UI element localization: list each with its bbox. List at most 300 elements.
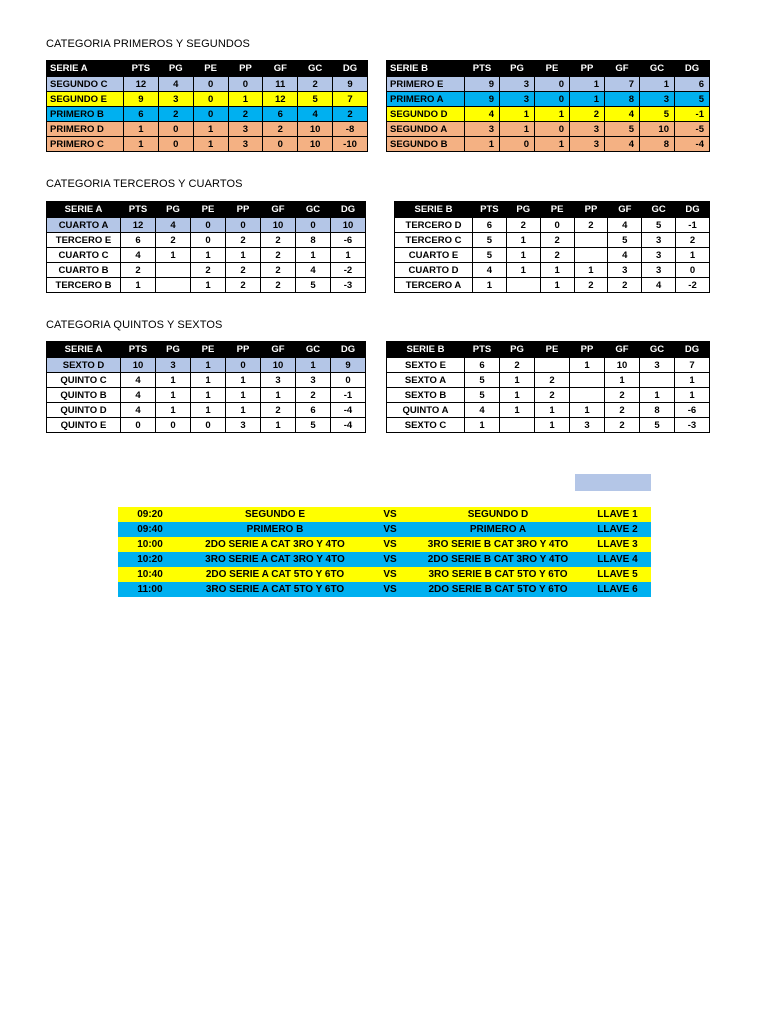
team-name: SEXTO D xyxy=(47,358,121,373)
column-header-dg: DG xyxy=(333,61,368,77)
stat-pg: 1 xyxy=(506,233,540,248)
column-header-pe: PE xyxy=(540,202,574,218)
stat-pe: 1 xyxy=(191,248,226,263)
stat-gf: 2 xyxy=(605,403,640,418)
stat-gc: 5 xyxy=(640,107,675,122)
column-header-pts: PTS xyxy=(121,202,156,218)
stat-pp: 1 xyxy=(570,92,605,107)
stat-gc: 2 xyxy=(296,388,331,403)
stat-pg: 2 xyxy=(156,233,191,248)
stat-gf: 1 xyxy=(261,418,296,433)
stat-pe: 1 xyxy=(191,403,226,418)
home-team: PRIMERO B xyxy=(246,524,304,535)
table-row xyxy=(47,77,368,92)
stat-gf: 10 xyxy=(261,218,296,233)
stat-pts: 4 xyxy=(121,248,156,263)
stat-pts: 5 xyxy=(473,233,507,248)
match-time: 09:40 xyxy=(137,524,163,535)
stat-dg: 2 xyxy=(676,233,710,248)
table-row xyxy=(395,218,710,233)
column-header-serie: SERIE A xyxy=(47,342,121,358)
stat-pp: 2 xyxy=(570,107,605,122)
stat-pg: 0 xyxy=(158,137,193,152)
stat-pe: 2 xyxy=(540,233,574,248)
stat-gf: 2 xyxy=(261,278,296,293)
stat-gc: 8 xyxy=(640,403,675,418)
column-header-gc: GC xyxy=(296,202,331,218)
stat-gc: 3 xyxy=(640,358,675,373)
column-header-dg: DG xyxy=(331,342,366,358)
table-row xyxy=(387,107,710,122)
stat-pg: 4 xyxy=(158,77,193,92)
stat-dg: -1 xyxy=(676,218,710,233)
stat-gc: 5 xyxy=(296,418,331,433)
team-name: QUINTO A xyxy=(387,403,465,418)
team-name: CUARTO A xyxy=(47,218,121,233)
team-name: SEXTO E xyxy=(387,358,465,373)
stat-pts: 4 xyxy=(473,263,507,278)
table-row xyxy=(47,122,368,137)
stat-dg: 9 xyxy=(331,358,366,373)
stat-gf: 2 xyxy=(608,278,642,293)
versus-label: VS xyxy=(383,584,397,595)
column-header-gf: GF xyxy=(261,342,296,358)
table-row xyxy=(47,107,368,122)
stat-gc xyxy=(640,373,675,388)
stat-gf: 11 xyxy=(263,77,298,92)
table-row xyxy=(395,263,710,278)
stat-dg: -4 xyxy=(675,137,710,152)
stat-pts: 6 xyxy=(465,358,500,373)
standings-table-terceros-serie-b xyxy=(394,201,710,293)
stat-pe: 0 xyxy=(535,77,570,92)
column-header-pg: PG xyxy=(506,202,540,218)
stat-pts: 1 xyxy=(124,137,159,152)
stat-pts: 5 xyxy=(473,248,507,263)
column-header-serie: SERIE A xyxy=(47,61,124,77)
stat-pts: 1 xyxy=(465,418,500,433)
match-time: 11:00 xyxy=(137,584,163,595)
stat-gf: 2 xyxy=(261,248,296,263)
stat-gc: 5 xyxy=(296,278,331,293)
schedule-row xyxy=(118,522,651,537)
stat-pg: 1 xyxy=(506,263,540,278)
stat-dg: 1 xyxy=(675,373,710,388)
home-team: 3RO SERIE A CAT 3RO Y 4TO xyxy=(205,554,345,565)
stat-pts: 6 xyxy=(473,218,507,233)
stat-pe: 0 xyxy=(193,92,228,107)
table-row xyxy=(47,358,366,373)
column-header-pg: PG xyxy=(500,342,535,358)
stat-pg: 3 xyxy=(158,92,193,107)
team-name: TERCERO E xyxy=(47,233,121,248)
table-row xyxy=(387,77,710,92)
team-name: QUINTO C xyxy=(47,373,121,388)
stat-pp xyxy=(574,248,608,263)
stat-pe: 0 xyxy=(191,233,226,248)
stat-pp: 3 xyxy=(570,122,605,137)
stat-pp: 3 xyxy=(570,418,605,433)
team-name: QUINTO B xyxy=(47,388,121,403)
stat-gc: 5 xyxy=(642,218,676,233)
stat-pg: 2 xyxy=(158,107,193,122)
stat-dg: 7 xyxy=(675,358,710,373)
stat-gc: 1 xyxy=(640,77,675,92)
stat-gc: 4 xyxy=(642,278,676,293)
away-team: PRIMERO A xyxy=(469,524,527,535)
stat-pe: 1 xyxy=(193,137,228,152)
stat-pts: 3 xyxy=(465,122,500,137)
versus-label: VS xyxy=(383,569,397,580)
team-name: PRIMERO C xyxy=(47,137,124,152)
team-name: CUARTO C xyxy=(47,248,121,263)
stat-gf: 2 xyxy=(605,388,640,403)
column-header-serie: SERIE B xyxy=(387,61,465,77)
stat-pe: 1 xyxy=(535,418,570,433)
stat-pe: 1 xyxy=(191,358,226,373)
stat-dg: -2 xyxy=(331,263,366,278)
stat-gf: 4 xyxy=(605,107,640,122)
column-header-dg: DG xyxy=(675,61,710,77)
column-header-gf: GF xyxy=(608,202,642,218)
stat-dg: -4 xyxy=(331,418,366,433)
stat-pp: 0 xyxy=(226,218,261,233)
column-header-gf: GF xyxy=(605,61,640,77)
stat-gf: 12 xyxy=(263,92,298,107)
standings-table-quintos-serie-b xyxy=(386,341,710,433)
table-row xyxy=(387,373,710,388)
stat-pp: 2 xyxy=(226,263,261,278)
table-row xyxy=(47,388,366,403)
stat-gc: 4 xyxy=(296,263,331,278)
bracket-key: LLAVE 6 xyxy=(597,584,638,595)
stat-pts: 9 xyxy=(465,77,500,92)
column-header-dg: DG xyxy=(675,342,710,358)
team-name: PRIMERO A xyxy=(387,92,465,107)
table-row xyxy=(47,233,366,248)
stat-gf: 4 xyxy=(608,248,642,263)
stat-pg: 2 xyxy=(500,358,535,373)
column-header-pe: PE xyxy=(191,342,226,358)
column-header-gf: GF xyxy=(261,202,296,218)
column-header-pe: PE xyxy=(191,202,226,218)
stat-dg: -5 xyxy=(675,122,710,137)
column-header-pg: PG xyxy=(156,342,191,358)
stat-pg: 4 xyxy=(156,218,191,233)
bracket-key: LLAVE 4 xyxy=(597,554,638,565)
stat-pg xyxy=(500,418,535,433)
stat-pp: 2 xyxy=(228,107,263,122)
stat-pg: 1 xyxy=(156,373,191,388)
stat-dg: -1 xyxy=(331,388,366,403)
stat-pe: 1 xyxy=(191,373,226,388)
stat-pp: 0 xyxy=(228,77,263,92)
team-name: PRIMERO D xyxy=(47,122,124,137)
stat-pe: 1 xyxy=(191,388,226,403)
stat-pts: 9 xyxy=(124,92,159,107)
schedule-row xyxy=(118,537,651,552)
stat-dg: 7 xyxy=(333,92,368,107)
table-row xyxy=(387,358,710,373)
away-team: 2DO SERIE B CAT 5TO Y 6TO xyxy=(428,584,568,595)
column-header-pp: PP xyxy=(226,202,261,218)
table-row xyxy=(387,137,710,152)
stat-gf: 3 xyxy=(261,373,296,388)
column-header-pts: PTS xyxy=(465,342,500,358)
stat-pe: 0 xyxy=(191,218,226,233)
stat-pg: 0 xyxy=(500,137,535,152)
stat-gf: 0 xyxy=(263,137,298,152)
stat-gc: 2 xyxy=(298,77,333,92)
team-name: TERCERO D xyxy=(395,218,473,233)
standings-table-primeros-serie-b xyxy=(386,60,710,152)
column-header-pp: PP xyxy=(570,61,605,77)
stat-pe: 2 xyxy=(191,263,226,278)
stat-pe xyxy=(535,358,570,373)
stat-gc: 3 xyxy=(642,233,676,248)
stat-pg: 1 xyxy=(500,373,535,388)
stat-pe: 1 xyxy=(193,122,228,137)
stat-pp: 3 xyxy=(228,122,263,137)
stat-pts: 12 xyxy=(124,77,159,92)
stat-pe: 0 xyxy=(193,77,228,92)
stat-gc: 8 xyxy=(640,137,675,152)
table-row xyxy=(47,248,366,263)
team-name: SEGUNDO E xyxy=(47,92,124,107)
column-header-dg: DG xyxy=(676,202,710,218)
stat-pe: 0 xyxy=(193,107,228,122)
stat-dg: 6 xyxy=(675,77,710,92)
column-header-gc: GC xyxy=(296,342,331,358)
stat-pe: 1 xyxy=(535,107,570,122)
stat-pts: 5 xyxy=(465,373,500,388)
stat-gc: 3 xyxy=(296,373,331,388)
match-schedule-table xyxy=(118,507,651,597)
match-time: 09:20 xyxy=(137,509,163,520)
table-row xyxy=(47,92,368,107)
home-team: 2DO SERIE A CAT 3RO Y 4TO xyxy=(205,539,345,550)
column-header-pts: PTS xyxy=(473,202,507,218)
column-header-pts: PTS xyxy=(465,61,500,77)
standings-table-quintos-serie-a xyxy=(46,341,366,433)
stat-gc: 1 xyxy=(296,358,331,373)
stat-pe: 1 xyxy=(191,278,226,293)
home-team: 3RO SERIE A CAT 5TO Y 6TO xyxy=(205,584,345,595)
table-row xyxy=(387,403,710,418)
stat-gf: 5 xyxy=(608,233,642,248)
stat-pts: 1 xyxy=(124,122,159,137)
column-header-pg: PG xyxy=(500,61,535,77)
stat-gf: 5 xyxy=(605,122,640,137)
stat-pts: 4 xyxy=(465,403,500,418)
table-row xyxy=(47,403,366,418)
match-time: 10:20 xyxy=(137,554,163,565)
stat-gf: 2 xyxy=(261,233,296,248)
bracket-key: LLAVE 5 xyxy=(597,569,638,580)
stat-pts: 4 xyxy=(121,373,156,388)
stat-pe: 0 xyxy=(535,92,570,107)
stat-pp: 3 xyxy=(570,137,605,152)
section-title-terceros-cuartos: CATEGORIA TERCEROS Y CUARTOS xyxy=(46,178,243,190)
stat-pe: 0 xyxy=(540,218,574,233)
stat-pts: 1 xyxy=(121,278,156,293)
stat-pg: 1 xyxy=(156,388,191,403)
match-time: 10:40 xyxy=(137,569,163,580)
team-name: PRIMERO B xyxy=(47,107,124,122)
stat-pp: 1 xyxy=(570,403,605,418)
table-row xyxy=(47,263,366,278)
team-name: SEGUNDO B xyxy=(387,137,465,152)
stat-pts: 4 xyxy=(465,107,500,122)
team-name: SEXTO C xyxy=(387,418,465,433)
table-row xyxy=(47,218,366,233)
stat-pp: 3 xyxy=(228,137,263,152)
stat-pp: 1 xyxy=(226,388,261,403)
stat-pp: 1 xyxy=(226,248,261,263)
stat-dg: -1 xyxy=(675,107,710,122)
away-team: 3RO SERIE B CAT 5TO Y 6TO xyxy=(428,569,568,580)
column-header-serie: SERIE A xyxy=(47,202,121,218)
column-header-pp: PP xyxy=(570,342,605,358)
schedule-row xyxy=(118,582,651,597)
team-name: QUINTO E xyxy=(47,418,121,433)
column-header-gc: GC xyxy=(640,61,675,77)
stat-gc: 8 xyxy=(296,233,331,248)
stat-dg: 0 xyxy=(676,263,710,278)
stat-dg: 1 xyxy=(331,248,366,263)
stat-pg: 1 xyxy=(500,388,535,403)
stat-gf: 2 xyxy=(263,122,298,137)
column-header-pts: PTS xyxy=(121,342,156,358)
column-header-gf: GF xyxy=(605,342,640,358)
column-header-pp: PP xyxy=(226,342,261,358)
stat-pe: 1 xyxy=(535,137,570,152)
stat-pe: 2 xyxy=(540,248,574,263)
team-name: SEGUNDO C xyxy=(47,77,124,92)
stat-pe: 1 xyxy=(535,403,570,418)
stat-pg xyxy=(506,278,540,293)
stat-dg: 1 xyxy=(676,248,710,263)
stat-gc: 0 xyxy=(296,218,331,233)
stat-gf: 2 xyxy=(261,263,296,278)
table-row xyxy=(387,388,710,403)
stat-gc: 6 xyxy=(296,403,331,418)
team-name: CUARTO E xyxy=(395,248,473,263)
table-row xyxy=(387,122,710,137)
stat-gf: 2 xyxy=(261,403,296,418)
stat-pe: 2 xyxy=(535,373,570,388)
stat-pp: 2 xyxy=(226,233,261,248)
stat-dg: 2 xyxy=(333,107,368,122)
section-title-quintos-sextos: CATEGORIA QUINTOS Y SEXTOS xyxy=(46,319,223,331)
stat-pts: 10 xyxy=(121,358,156,373)
stat-gf: 4 xyxy=(605,137,640,152)
team-name: SEXTO B xyxy=(387,388,465,403)
stat-gf: 1 xyxy=(261,388,296,403)
team-name: SEGUNDO A xyxy=(387,122,465,137)
stat-pts: 6 xyxy=(121,233,156,248)
bracket-key: LLAVE 3 xyxy=(597,539,638,550)
team-name: TERCERO C xyxy=(395,233,473,248)
stat-pe: 1 xyxy=(540,278,574,293)
team-name: PRIMERO E xyxy=(387,77,465,92)
stat-gc: 3 xyxy=(640,92,675,107)
team-name: CUARTO D xyxy=(395,263,473,278)
stat-pts: 6 xyxy=(124,107,159,122)
stat-pts: 4 xyxy=(121,403,156,418)
stat-pts: 1 xyxy=(473,278,507,293)
stat-gc: 3 xyxy=(642,248,676,263)
table-row xyxy=(47,373,366,388)
stat-pg: 1 xyxy=(500,403,535,418)
stat-pg: 3 xyxy=(500,77,535,92)
stat-pp: 2 xyxy=(574,278,608,293)
stat-gc: 5 xyxy=(640,418,675,433)
column-header-gc: GC xyxy=(640,342,675,358)
table-row xyxy=(387,92,710,107)
column-header-serie: SERIE B xyxy=(395,202,473,218)
stat-pts: 1 xyxy=(465,137,500,152)
stat-pg: 2 xyxy=(506,218,540,233)
stat-pg xyxy=(156,263,191,278)
table-row xyxy=(395,248,710,263)
table-row xyxy=(47,137,368,152)
stat-pg: 1 xyxy=(500,107,535,122)
stat-pp xyxy=(574,233,608,248)
stat-pts: 12 xyxy=(121,218,156,233)
stat-dg: -8 xyxy=(333,122,368,137)
stat-dg: -6 xyxy=(331,233,366,248)
stat-gf: 10 xyxy=(605,358,640,373)
stat-pe: 2 xyxy=(535,388,570,403)
stat-pp: 1 xyxy=(226,373,261,388)
stat-gf: 3 xyxy=(608,263,642,278)
away-team: SEGUNDO D xyxy=(467,509,529,520)
stat-gf: 7 xyxy=(605,77,640,92)
stat-pg: 1 xyxy=(156,403,191,418)
column-header-pe: PE xyxy=(535,342,570,358)
stat-pp: 1 xyxy=(570,358,605,373)
standings-table-primeros-serie-a xyxy=(46,60,368,152)
stat-pg: 1 xyxy=(156,248,191,263)
column-header-pe: PE xyxy=(193,61,228,77)
table-row xyxy=(395,278,710,293)
stat-pp xyxy=(570,373,605,388)
stat-pts: 5 xyxy=(465,388,500,403)
column-header-gf: GF xyxy=(263,61,298,77)
stat-gc: 1 xyxy=(640,388,675,403)
versus-label: VS xyxy=(383,554,397,565)
schedule-row xyxy=(118,552,651,567)
stat-dg: -10 xyxy=(333,137,368,152)
stat-dg: -3 xyxy=(675,418,710,433)
column-header-gc: GC xyxy=(642,202,676,218)
stat-pp: 2 xyxy=(226,278,261,293)
column-header-dg: DG xyxy=(331,202,366,218)
stat-gc: 1 xyxy=(296,248,331,263)
home-team: SEGUNDO E xyxy=(244,509,305,520)
stat-pe: 0 xyxy=(191,418,226,433)
stat-pe: 1 xyxy=(540,263,574,278)
stat-pp xyxy=(570,388,605,403)
home-team: 2DO SERIE A CAT 5TO Y 6TO xyxy=(205,569,345,580)
team-name: TERCERO A xyxy=(395,278,473,293)
team-name: SEXTO A xyxy=(387,373,465,388)
legend-color-swatch xyxy=(575,474,651,491)
stat-pg: 1 xyxy=(500,122,535,137)
stat-dg: -4 xyxy=(331,403,366,418)
stat-gf: 8 xyxy=(605,92,640,107)
